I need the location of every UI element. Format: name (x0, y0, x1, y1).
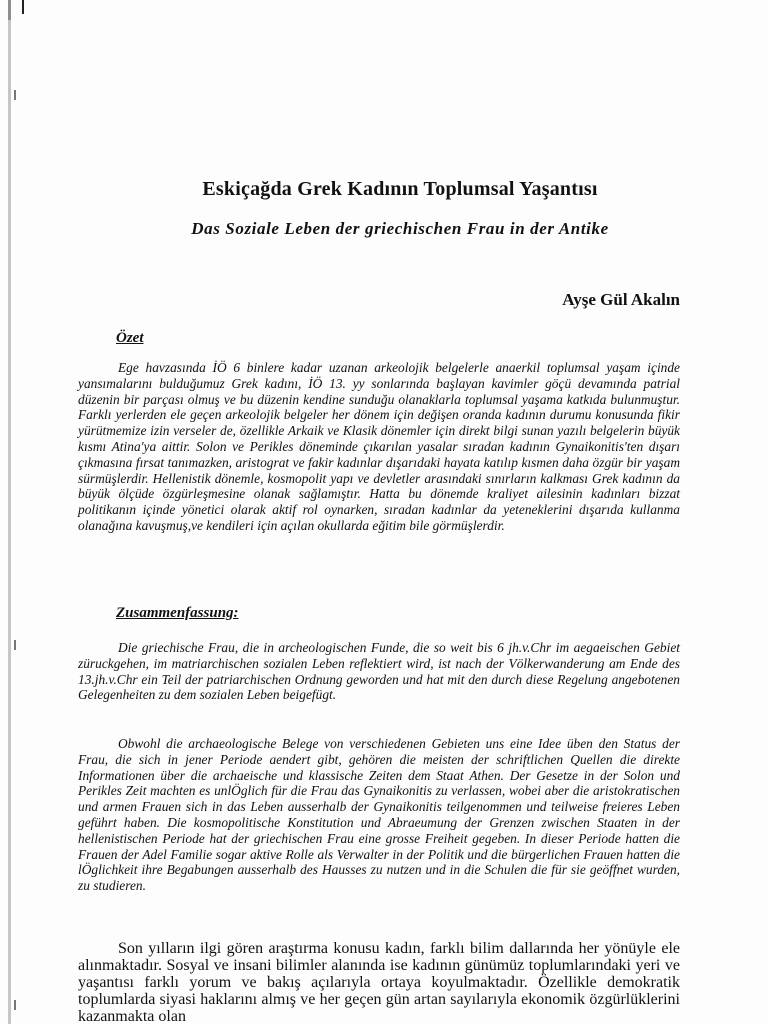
ozet-abstract: Ege havzasında İÖ 6 binlere kadar uzanan arkeolojik belgelerle anaerkil toplumsal yaşam içinde yansımalarını bulduğumuz Grek kadını, İÖ 13. yy sonlarında başlayan kavimler göçü devamında patrial düzenin bir parçası olmuş ve bu düzenin kendine sunduğu olanaklarla toplumsal yaşama katkıda bulunmuştur. Farklı yerlerden ele geçen arkeolojik belgeler her dönem için değişen oranda kadının durumu konusunda fikir yürütmemize izin verseler de, özellikle Arkaik ve Klasik dönemler için direkt bilgi sunan yazılı belgelerin büyük kısmı Atina'ya aittir. Solon ve Perikles döneminde çıkarılan yasalar sıradan kadının Gynaikonitis'ten dışarı çıkmasına fırsat tanımazken, aristograt ve fakir kadınlar dışarıdaki hayata katılıp kısmen daha özgür bir yaşam sürmüşlerdir. Hellenistik dönemle, kosmopolit yapı ve devletler arasındaki sınırların kalkması Grek kadının da büyük ölçüde özgürleşmesine olanak sağlamıştır. Hatta bu dönemde kraliyet ailesinin kadınları bizzat politikanın içinde yönetici olarak aktif rol oynarken, sıradan kadınlar da yeteneklerini dışarıda kullanma olanağına kavuşmuş,ve kendileri için açılan okullarda eğitim bile görmüşlerdir. (78, 360, 680, 533)
scan-binding-edge (8, 0, 11, 1024)
zusammenfassung-paragraph-1: Die griechische Frau, die in archeologischen Funde, die so weit bis 6 jh.v.Chr im aegaeischen Gebiet züruckgehen, im matriarchischen sozialen Leben reflektiert wird, ist nach der Völkerwanderung am Ende des 13.jh.v.Chr ein Teil der patriarchischen Ordnung geworden und hat mit den durch diese Regelung angebotenen Gelegenheiten zu dem sozialen Leben beigefügt. (78, 640, 680, 703)
margin-tick (14, 90, 16, 100)
scan-corner-mark (0, 0, 24, 14)
zusammenfassung-paragraph-2: Obwohl die archaeologische Belege von verschiedenen Gebieten uns eine Idee üben den Status der Frau, die sich in jener Periode aendert gibt, gehören die meisten der schriftlichen Quellen die direkte Informationen über die archaeische und klassische Zeiten dem Staat Athen. Der Gesetze in der Solon und Perikles Zeit machten es unlÖglich für die Frau das Gynaikonitis zu verlassen, wobei aber die aristokratischen und armen Frauen sich in das Leben ausserhalb der Gynaikonitis teilgenommen und teilweise freieres Leben geführt haben. Die kosmopolitische Konstitution und Abraeumung der Grenzen zwischen Staaten in der hellenistischen Periode hat der griechischen Frau eine grosse Freiheit gegeben. In dieser Periode hatten die Frauen der Adel Familie sogar aktive Rolle als Verwalter in der Politik und die bürgerlichen Frauen hatten die lÖglichkeit ihre Begabungen ausserhalb des Hausses zu nutzen und in die Schulen die für sie geöffnet wurden, zu studieren. (78, 736, 680, 894)
article-author: Ayşe Gül Akalın (562, 290, 680, 309)
zusammenfassung-heading: Zusammenfassung: (116, 605, 239, 621)
ozet-heading: Özet (116, 330, 144, 346)
article-subtitle: Das Soziale Leben der griechischen Frau in der Antike (191, 219, 609, 238)
body-paragraph: Son yılların ilgi gören araştırma konusu kadın, farklı bilim dallarında her yönüyle ele alınmaktadır. Sosyal ve insani bilimler alanında ise kadının günümüz toplumlarındaki yeri ve yaşantısı farklı yorum ve bakış açılarıyla ortaya koyulmaktadır. Özellikle demokratik toplumlarda siyasi haklarını almış ve her geçen gün artan sayılarıyla ekonomik özgürlüklerini kazanmakta olan (78, 940, 680, 1025)
margin-tick (14, 1000, 16, 1010)
margin-tick (14, 640, 16, 650)
article-title: Eskiçağda Grek Kadının Toplumsal Yaşantısı (202, 178, 598, 200)
